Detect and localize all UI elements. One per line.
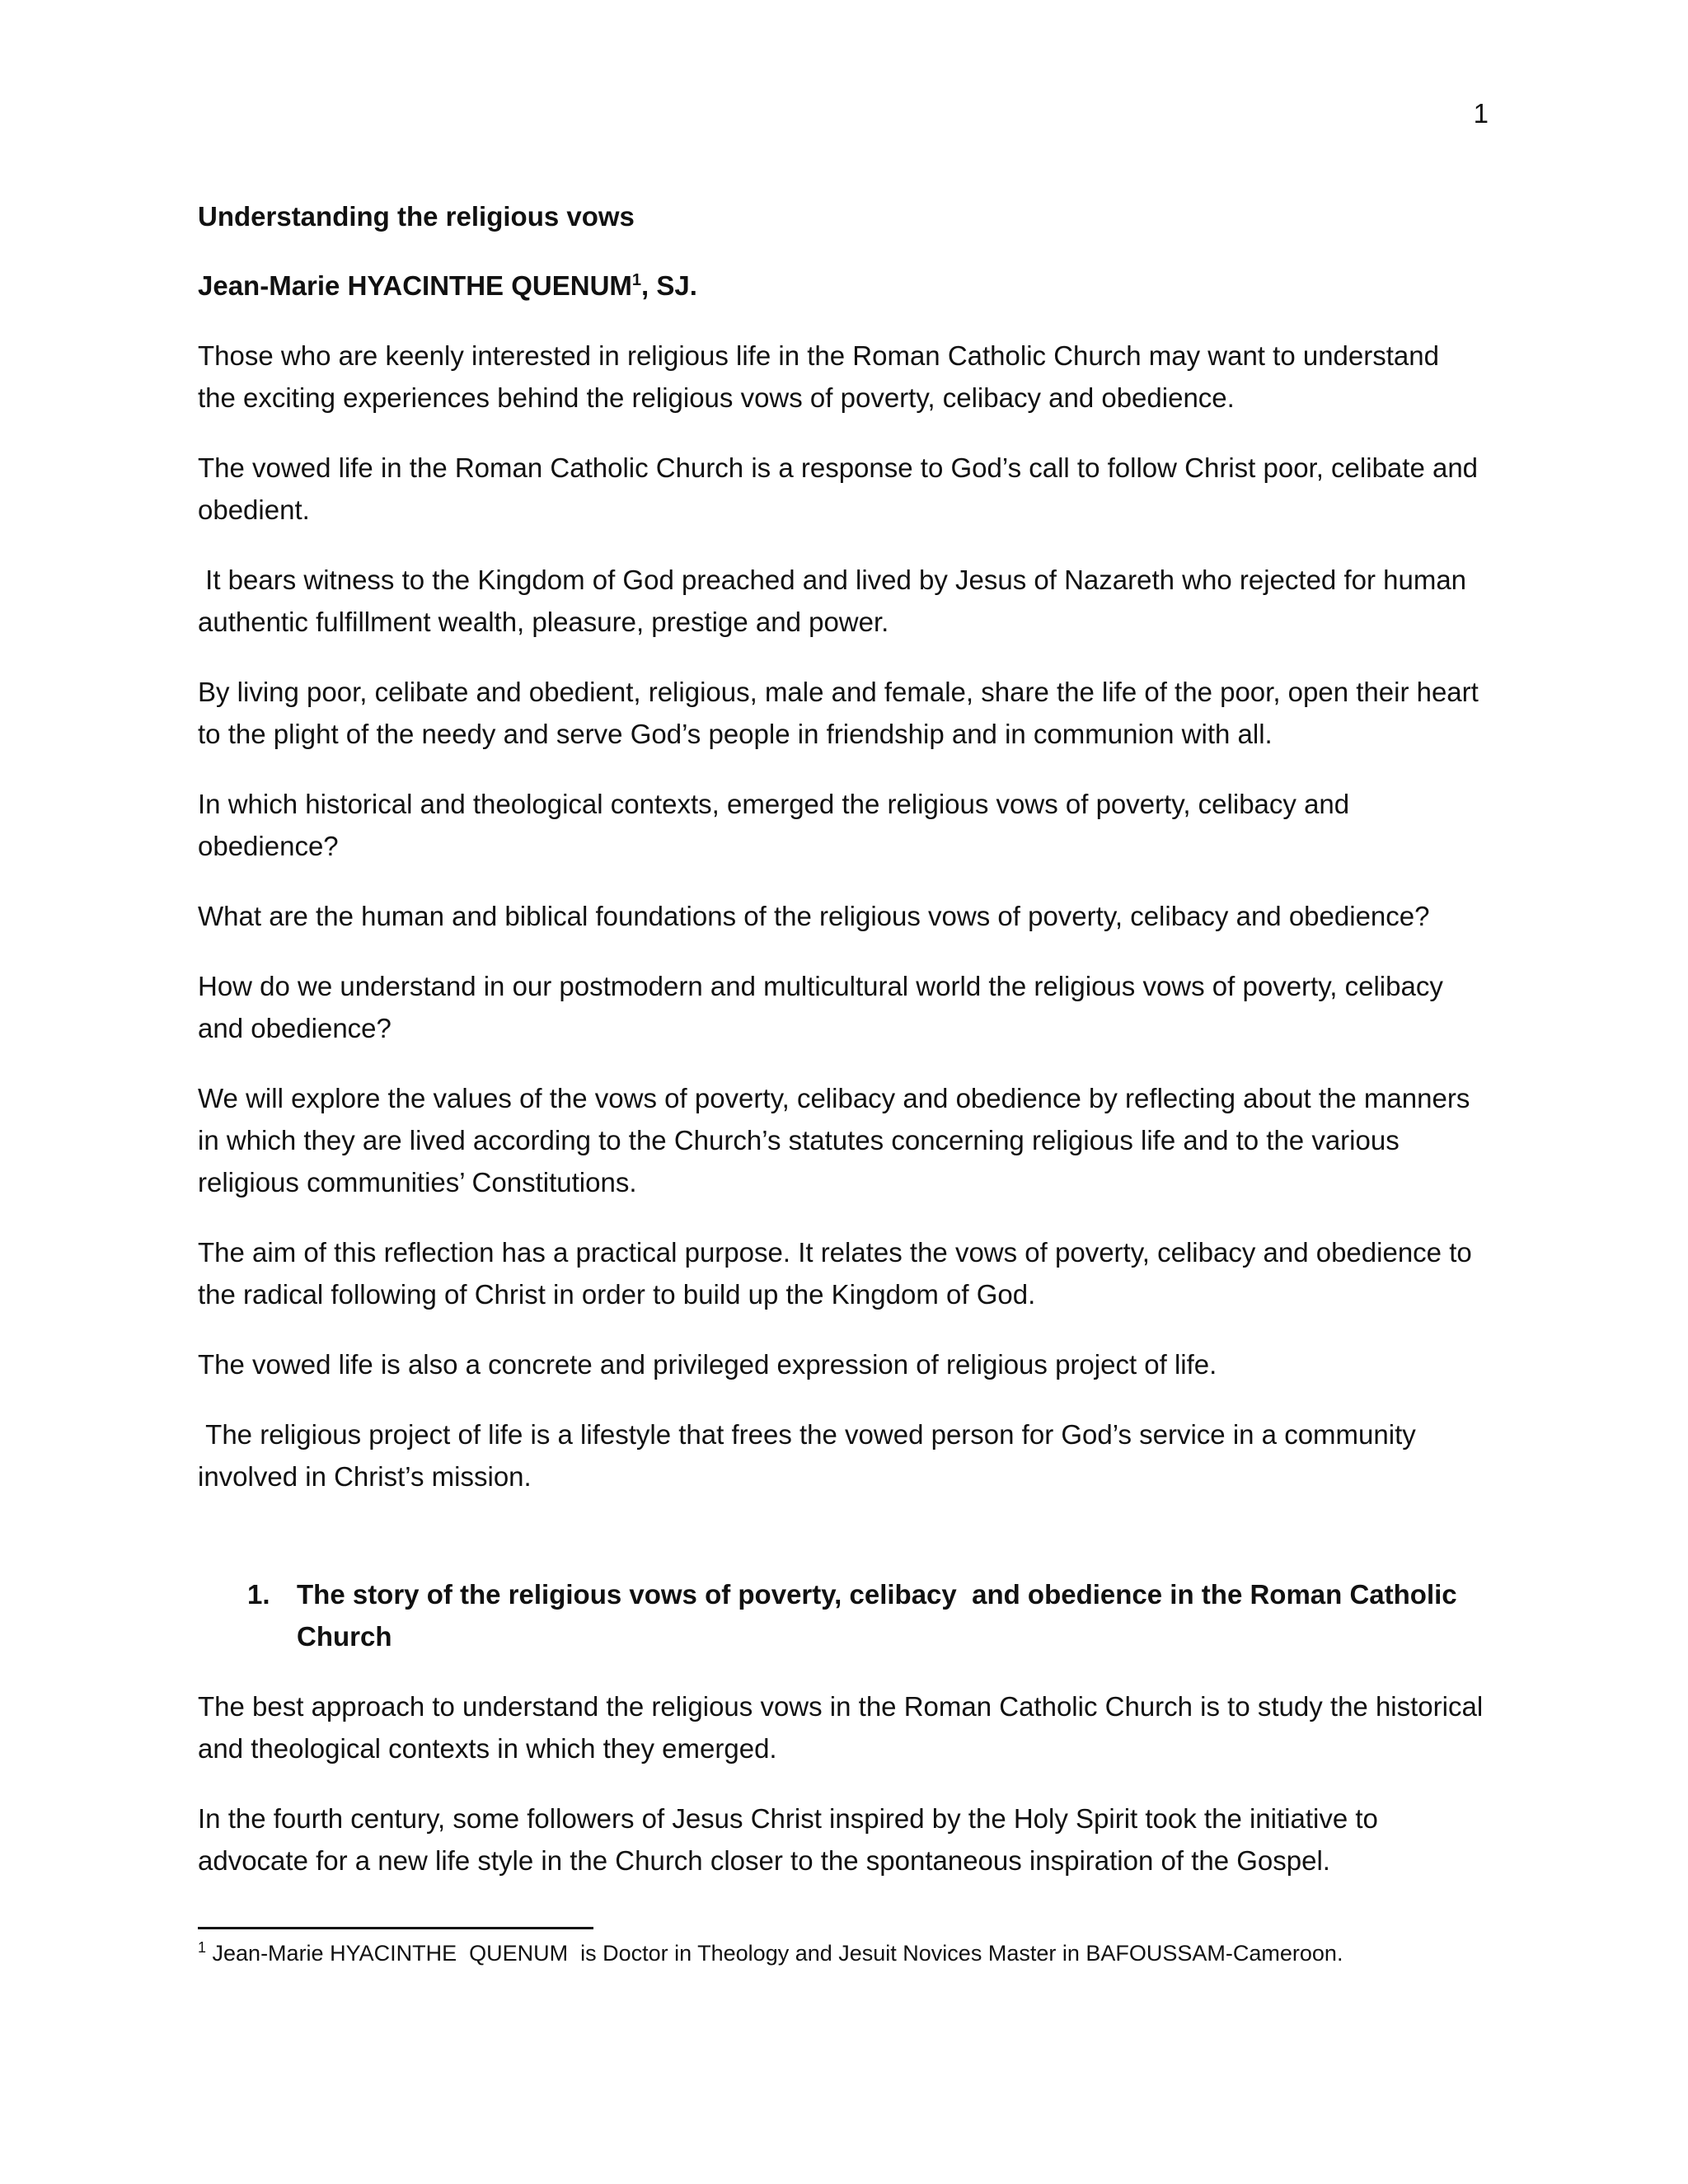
author-footnote-marker[interactable]: 1 xyxy=(631,271,642,289)
paragraph: The religious project of life is a lifestyle that frees the vowed person for God’s service in a community involved in Christ’s mission. xyxy=(198,1419,1423,1492)
footnote-separator xyxy=(198,1927,593,1929)
paragraph: It bears witness to the Kingdom of God preached and lived by Jesus of Nazareth who rejected for human authentic fulfillment wealth, pleasure, prestige and power. xyxy=(198,565,1475,637)
paragraph: In the fourth century, some followers of Jesus Christ inspired by the Holy Spirit took the initiative to advocate for a new life style in the Church closer to the spontaneous inspiration of the Gospel. xyxy=(198,1803,1378,1876)
footnote-marker: 1 xyxy=(198,1939,207,1956)
paragraph: The best approach to understand the religious vows in the Roman Catholic Church is to study the historical and theological contexts in which they emerged. xyxy=(198,1691,1484,1764)
author-line xyxy=(198,265,1484,307)
document-body xyxy=(198,196,1484,1910)
author-suffix: , SJ. xyxy=(641,270,697,301)
paragraph: The aim of this reflection has a practical purpose. It relates the vows of poverty, celibacy and obedience to the radical following of Christ in order to build up the Kingdom of God. xyxy=(198,1237,1472,1310)
paragraph: We will explore the values of the vows of poverty, celibacy and obedience by reflecting about the manners in which they are lived according to the Church’s statutes concerning religious life and to the various religious communities’ Constitutions. xyxy=(198,1083,1470,1197)
paragraph: The vowed life is also a concrete and privileged expression of religious project of life. xyxy=(198,1349,1217,1380)
footnote-text: Jean-Marie HYACINTHE QUENUM is Doctor in Theology and Jesuit Novices Master in BAFOUSSAM-Cameroon. xyxy=(206,1941,1343,1966)
author-name: Jean-Marie HYACINTHE QUENUM xyxy=(198,270,632,301)
section-heading-text: The story of the religious vows of poverty, celibacy and obedience in the Roman Catholic Church xyxy=(297,1579,1465,1652)
footnote xyxy=(198,1937,1484,1970)
document-title: Understanding the religious vows xyxy=(198,201,635,232)
section-heading xyxy=(198,1573,1484,1657)
paragraph: What are the human and biblical foundations of the religious vows of poverty, celibacy and obedience? xyxy=(198,901,1430,931)
paragraph: The vowed life in the Roman Catholic Church is a response to God’s call to follow Christ poor, celibate and obedient. xyxy=(198,452,1479,525)
paragraph: Those who are keenly interested in religious life in the Roman Catholic Church may want to understand the exciting experiences behind the religious vows of poverty, celibacy and obedience. xyxy=(198,340,1439,413)
page-number: 1 xyxy=(1473,98,1489,129)
section-number-wrap xyxy=(198,1573,297,1657)
paragraph: In which historical and theological contexts, emerged the religious vows of poverty, celibacy and obedience? xyxy=(198,789,1350,861)
section-number: 1. xyxy=(247,1579,270,1610)
paragraph: By living poor, celibate and obedient, religious, male and female, share the life of the poor, open their heart to the plight of the needy and serve God’s people in friendship and in communion with all. xyxy=(198,677,1479,749)
paragraph: How do we understand in our postmodern and multicultural world the religious vows of poverty, celibacy and obedience? xyxy=(198,971,1443,1043)
